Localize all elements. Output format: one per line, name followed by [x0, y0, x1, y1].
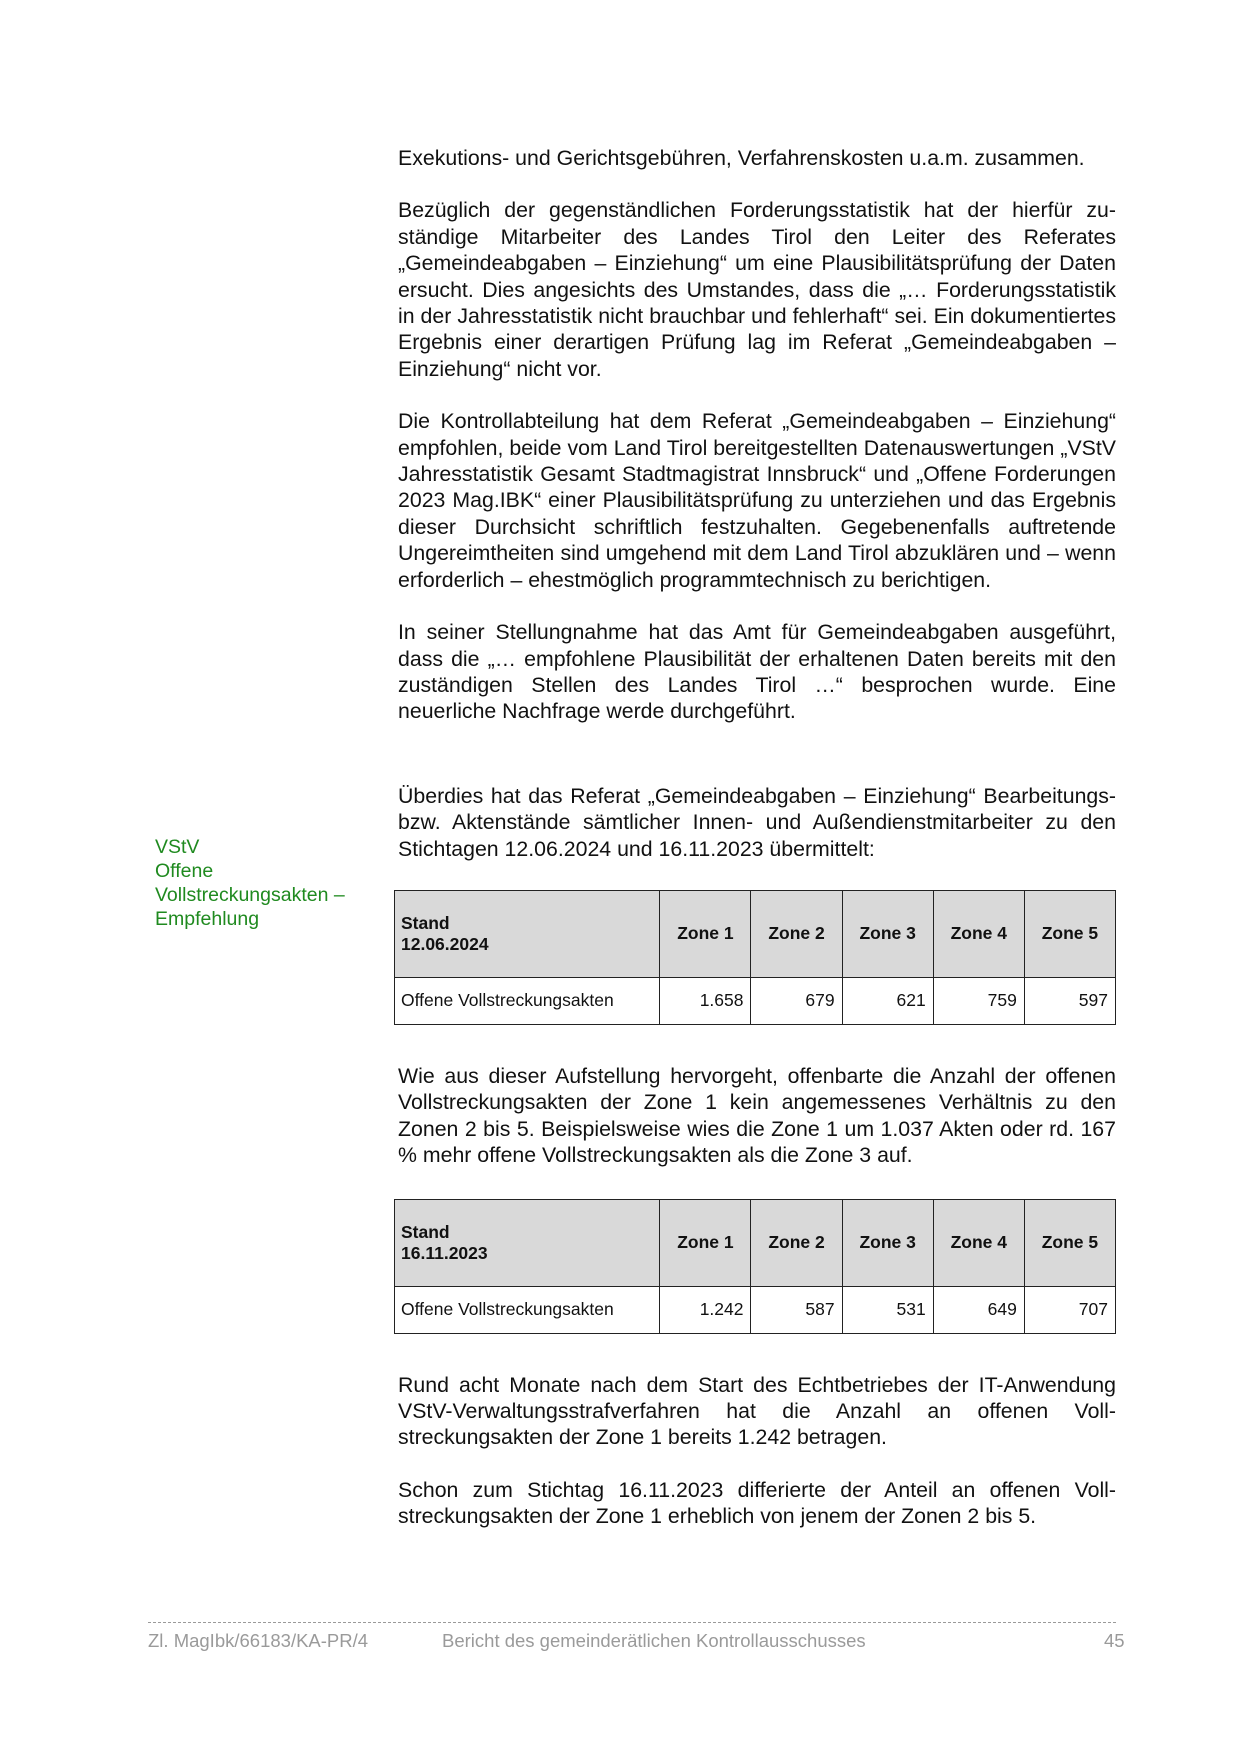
- footer-divider: [148, 1622, 1116, 1623]
- table-header-zone: Zone 5: [1024, 890, 1115, 977]
- table-cell: 707: [1024, 1286, 1115, 1333]
- header-date: 12.06.2024: [401, 933, 489, 954]
- header-date: 16.11.2023: [401, 1242, 488, 1263]
- margin-note-line: VStV: [155, 836, 200, 858]
- margin-note-line: Vollstreckungsakten –: [155, 884, 345, 906]
- paragraph: Überdies hat das Referat „Gemeindeabgaben – Einziehung“ Bearbeitungs- bzw. Aktenstände sämtlicher Innen- und Außendienstmitarbeiter zu den Stichtagen 12.06.2024 und 16.11.2023 übermittelt:: [398, 783, 1116, 861]
- footer-title: Bericht des gemeinderätlichen Kontrollausschusses: [442, 1630, 866, 1651]
- zone-table-2024: [394, 890, 1116, 1025]
- table-header-zone: Zone 3: [842, 1199, 933, 1286]
- table-header-zone: Zone 5: [1024, 1199, 1115, 1286]
- table-cell: 621: [842, 977, 933, 1024]
- paragraph: Bezüglich der gegenständlichen Forderungsstatistik hat der hierfür zuständige Mitarbeiter des Landes Tirol den Leiter des Referates „Gemeindeabgaben – Einziehung“ um eine Plausibilitätsprüfung der Daten ersucht. Dies angesichts des Umstandes, dass die „… Forderungsstatistik in der Jahresstatistik nicht brauchbar und fehlerhaft“ sei. Ein dokumentiertes Ergebnis einer derartigen Prüfung lag im Referat „Gemeindeabgaben – Einziehung“ nicht vor.: [398, 198, 1116, 381]
- table-row: [395, 977, 1116, 1024]
- margin-note-line: Offene: [155, 860, 214, 882]
- table-header-stand: [395, 890, 660, 977]
- table-header-zone: Zone 4: [933, 1199, 1024, 1286]
- table-header-zone: Zone 3: [842, 890, 933, 977]
- table-cell: 597: [1024, 977, 1115, 1024]
- paragraph: Wie aus dieser Aufstellung hervorgeht, offenbarte die Anzahl der offenen Vollstreckungsakten der Zone 1 kein angemessenes Verhältnis zu den Zonen 2 bis 5. Beispielsweise wies die Zone 1 um 1.037 Akten oder rd. 167 % mehr offene Vollstreckungsakten als die Zone 3 auf.: [398, 1063, 1116, 1168]
- page-number: 45: [1104, 1630, 1125, 1651]
- paragraph: Rund acht Monate nach dem Start des Echtbetriebes der IT-Anwendung VStV-Verwaltungsstrafverfahren hat die Anzahl an offenen Vollstreckungsakten der Zone 1 bereits 1.242 betragen.: [398, 1372, 1116, 1450]
- table-header-zone: Zone 4: [933, 890, 1024, 977]
- table-cell: 531: [842, 1286, 933, 1333]
- footer-reference: Zl. MagIbk/66183/KA-PR/4: [148, 1630, 369, 1651]
- table-cell: 587: [751, 1286, 842, 1333]
- table-header-row: [395, 1199, 1116, 1286]
- paragraph: Die Kontrollabteilung hat dem Referat „Gemeindeabgaben – Einziehung“ empfohlen, beide vom Land Tirol bereitgestellten Datenauswertungen „VStV Jahresstatistik Gesamt Stadtmagistrat Innsbruck“ und „Offene Forderungen 2023 Mag.IBK“ einer Plausibilitätsprüfung zu unterziehen und das Ergebnis dieser Durchsicht schriftlich festzuhalten. Gegebenenfalls auftretende Ungereimtheiten sind umgehend mit dem Land Tirol abzuklären und – wenn erforderlich – ehestmöglich programmtechnisch zu berichtigen.: [398, 409, 1116, 592]
- table-cell: 759: [933, 977, 1024, 1024]
- paragraph: In seiner Stellungnahme hat das Amt für Gemeindeabgaben ausgeführt, dass die „… empfohlene Plausibilität der erhaltenen Daten bereits mit den zuständigen Stellen des Landes Tirol …“ besprochen wurde. Eine neuerliche Nachfrage werde durchgeführt.: [398, 620, 1116, 724]
- table-header-zone: Zone 2: [751, 1199, 842, 1286]
- zone-table-2023: [394, 1199, 1116, 1334]
- table-cell: 649: [933, 1286, 1024, 1333]
- main-text: [398, 145, 1116, 1556]
- margin-note-line: Empfehlung: [155, 908, 260, 930]
- table-header-row: [395, 890, 1116, 977]
- table-header-zone: Zone 1: [660, 1199, 751, 1286]
- table-header-zone: Zone 1: [660, 890, 751, 977]
- table-row: [395, 1286, 1116, 1333]
- table-cell: 1.242: [660, 1286, 751, 1333]
- table-header-stand: [395, 1199, 660, 1286]
- row-label: Offene Vollstreckungsakten: [395, 977, 660, 1024]
- paragraph: Schon zum Stichtag 16.11.2023 differierte der Anteil an offenen Vollstreckungsakten der Zone 1 erheblich von jenem der Zonen 2 bis 5.: [398, 1477, 1116, 1529]
- row-label: Offene Vollstreckungsakten: [395, 1286, 660, 1333]
- table-cell: 1.658: [660, 977, 751, 1024]
- table-header-zone: Zone 2: [751, 890, 842, 977]
- margin-note: [155, 835, 375, 931]
- paragraph: Exekutions- und Gerichtsgebühren, Verfahrenskosten u.a.m. zusammen.: [398, 146, 1085, 170]
- header-label: Stand: [401, 1221, 450, 1242]
- header-label: Stand: [401, 912, 450, 933]
- table-cell: 679: [751, 977, 842, 1024]
